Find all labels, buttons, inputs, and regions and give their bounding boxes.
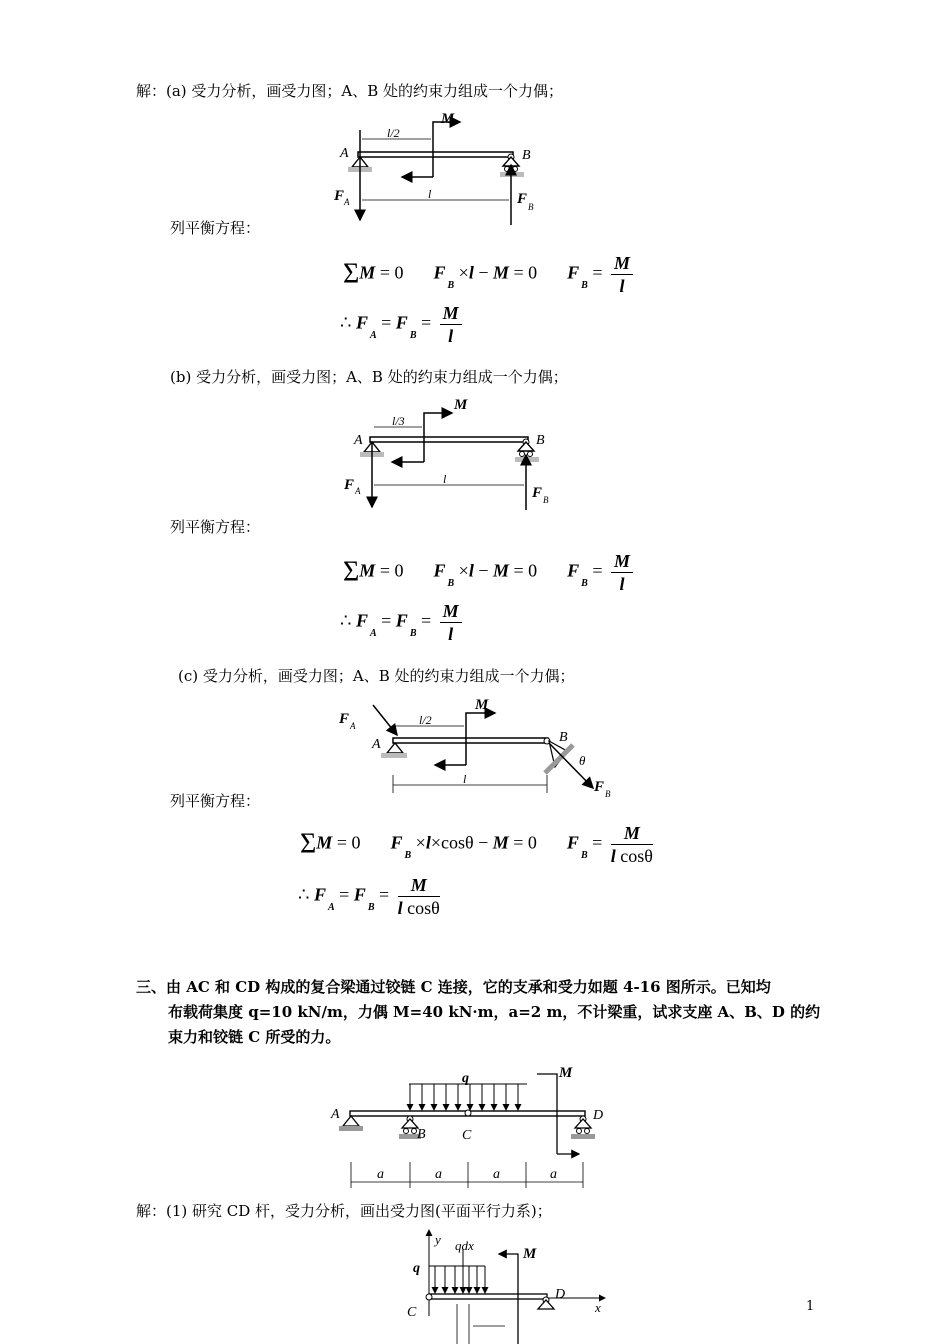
force-fb-label: F	[532, 485, 543, 501]
moment-label: M	[523, 1246, 537, 1262]
point-a: A	[331, 1107, 340, 1122]
axis-x: x	[595, 1300, 601, 1315]
point-b: B	[536, 433, 545, 448]
force-fa-sub: A	[344, 197, 350, 207]
point-a: A	[340, 146, 349, 161]
force-fb-label: F	[594, 779, 605, 795]
moment-label: M	[454, 397, 468, 413]
distributed-load	[435, 1250, 485, 1293]
force-fb-label: F	[517, 191, 528, 207]
equation-c-2: ∴ $F_A = F_B$ = $\frac{M}{\text{l cosθ}}$	[298, 875, 440, 918]
problem-3-line-1: 三、由 AC 和 CD 构成的复合梁通过铰链 C 连接，它的支承和受力如题 4-16 图所示。已知均	[136, 978, 771, 996]
intro-c: (c) 受力分析，画受力图；A、B 处的约束力组成一个力偶；	[178, 667, 575, 685]
eq-label-c: 列平衡方程：	[170, 792, 261, 810]
figure-cd-fbd	[405, 1226, 615, 1344]
solution-step-1: 解：(1) 研究 CD 杆，受力分析，画出受力图(平面平行力系)；	[136, 1202, 552, 1220]
point-c: C	[462, 1128, 472, 1143]
force-fa-arrow	[373, 705, 397, 735]
span-4: a	[550, 1167, 557, 1182]
figure-b	[340, 395, 560, 515]
equation-b-2: ∴ $F_A = F_B$ = $\frac{M}{l}$	[340, 600, 462, 645]
intro-b: (b) 受力分析，画受力图；A、B 处的约束力组成一个力偶；	[170, 368, 568, 386]
equation-a-1: ΣM = 0 $F_B \times l - M = 0$ $F_B$ = $\frac{M}{l}$	[343, 252, 633, 297]
load-element: qdx	[455, 1238, 474, 1253]
point-b: B	[522, 148, 531, 163]
force-fb-sub: B	[528, 202, 534, 212]
equation-a-2: ∴ $F_A = F_B$ = $\frac{M}{l}$	[340, 302, 462, 347]
intro-a: 解：(a) 受力分析，画受力图；A、B 处的约束力组成一个力偶；	[136, 82, 564, 100]
member-cd	[429, 1294, 547, 1299]
point-b: B	[559, 730, 568, 745]
problem-3-line-3: 束力和铰链 C 所受的力。	[168, 1028, 341, 1046]
force-fb-sub: B	[543, 495, 549, 505]
hinge-c	[465, 1110, 471, 1116]
moment-label: M	[441, 111, 455, 127]
support-b	[402, 1119, 418, 1128]
support-d	[538, 1300, 554, 1309]
eq-label-a: 列平衡方程：	[170, 219, 261, 237]
moment-label: M	[475, 697, 489, 713]
eq-label-b: 列平衡方程：	[170, 518, 261, 536]
dim-full: l	[443, 472, 447, 486]
support-d	[575, 1119, 591, 1128]
equation-b-1: ΣM = 0 $F_B \times l - M = 0$ $F_B$ = $\frac{M}{l}$	[343, 550, 633, 595]
point-d: D	[593, 1108, 604, 1123]
pin-support-a	[387, 743, 403, 753]
dim-half: l/2	[387, 126, 400, 140]
dim-third: l/3	[392, 414, 405, 428]
point-a: A	[354, 433, 363, 448]
figure-composite-beam	[325, 1062, 615, 1192]
force-fb-sub: B	[605, 789, 611, 799]
dim-half: l/2	[419, 713, 432, 727]
beam	[358, 152, 513, 157]
point-d: D	[555, 1287, 566, 1302]
dim-full: l	[428, 187, 432, 201]
page-number: 1	[806, 1299, 815, 1314]
roller-support-b	[503, 157, 519, 166]
force-fa-sub: A	[355, 486, 361, 496]
moment-label: M	[559, 1065, 573, 1081]
load-q: q	[413, 1261, 420, 1276]
equation-c-1: ΣM = 0 $F_B \times l\times\cos\theta - M = 0$ $F_B$ = $\frac{M}{\text{l cosθ}}$	[300, 823, 653, 866]
point-b: B	[417, 1127, 426, 1142]
support-a	[343, 1116, 359, 1126]
span-2: a	[435, 1167, 442, 1182]
load-q: q	[462, 1071, 469, 1086]
problem-3-line-2: 布载荷集度 q=10 kN/m，力偶 M=40 kN·m，a=2 m，不计梁重，试求支座 A、B、D 的约	[168, 1003, 821, 1021]
dim-full: l	[463, 772, 467, 786]
force-fa-label: F	[339, 711, 350, 727]
point-c: C	[407, 1305, 417, 1320]
distributed-load	[410, 1084, 518, 1110]
span-3: a	[493, 1167, 500, 1182]
axis-y: y	[435, 1232, 441, 1247]
point-a: A	[372, 737, 381, 752]
span-1: a	[377, 1167, 384, 1182]
figure-a	[330, 105, 550, 225]
force-fa-label: F	[334, 188, 345, 204]
beam	[393, 738, 548, 743]
span-dimensions	[351, 1162, 583, 1188]
beam	[370, 437, 528, 442]
force-fa-label: F	[344, 477, 355, 493]
angle-theta: θ	[579, 753, 586, 768]
figure-c	[335, 695, 625, 805]
roller-support-b	[518, 442, 534, 451]
force-fa-sub: A	[350, 721, 356, 731]
